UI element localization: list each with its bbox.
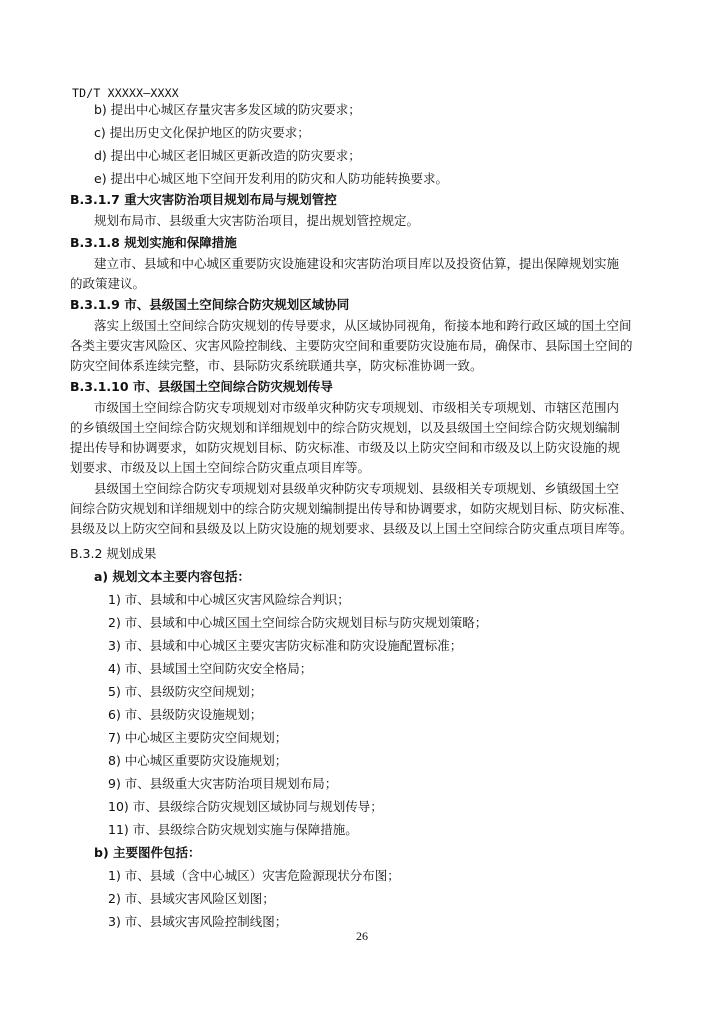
list-item: 10) 市、县级综合防灾规划区域协同与规划传导； [108,799,383,814]
list-item: 8) 中心城区重要防灾设施规划； [108,753,288,768]
section-heading-b3-2: B.3.2 规划成果 [70,546,157,561]
list-heading-a: a) 规划文本主要内容包括： [94,569,251,584]
paragraph-line: 防灾空间体系连续完整，市、县际防灾系统联通共享，防灾标准协调一致。 [70,358,483,373]
list-item: 9) 市、县级重大灾害防治项目规划布局； [108,776,338,791]
section-heading-b3-1-7: B.3.1.7 重大灾害防治项目规划布局与规划管控 [70,192,337,207]
paragraph-line: 落实上级国土空间综合防灾规划的传导要求，从区域协同视角，衔接本地和跨行政区域的国土空间 [94,318,632,333]
list-item: 2) 市、县域和中心城区国土空间综合防灾规划目标与防灾规划策略； [108,615,488,630]
list-item-e: e) 提出中心城区地下空间开发利用的防灾和人防功能转换要求。 [94,171,449,186]
list-item: 3) 市、县域和中心城区主要灾害防灾标准和防灾设施配置标准； [108,638,463,653]
section-heading-b3-1-9: B.3.1.9 市、县级国土空间综合防灾规划区域协同 [70,297,350,312]
list-item: 1) 市、县域（含中心城区）灾害危险源现状分布图； [108,868,400,883]
list-item: 1) 市、县域和中心城区灾害风险综合判识； [108,592,350,607]
paragraph-line: 规划布局市、县级重大灾害防治项目，提出规划管控规定。 [94,213,420,228]
document-code-header: TD/T XXXXX—XXXX [72,86,179,100]
list-item-b: b) 提出中心城区存量灾害多发区域的防灾要求； [94,102,361,117]
list-heading-b: b) 主要图件包括： [94,845,201,860]
paragraph-line: 划要求、市级及以上国土空间综合防灾重点项目库等。 [70,460,371,475]
paragraph-line: 县级国土空间综合防灾专项规划对县级单灾种防灾专项规划、县级相关专项规划、乡镇级国土空 [94,481,620,496]
paragraph-line: 县级及以上防灾空间和县级及以上防灾设施的规划要求、县级及以上国土空间综合防灾重点项目库等。 [70,521,633,536]
paragraph-line: 建立市、县域和中心城区重要防灾设施建设和灾害防治项目库以及投资估算，提出保障规划实施 [94,256,620,271]
paragraph-line: 各类主要灾害风险区、灾害风险控制线、主要防灾空间和重要防灾设施布局，确保市、县际国土空间的 [70,338,633,353]
list-item: 5) 市、县级防灾空间规划； [108,684,263,699]
list-item: 3) 市、县域灾害风险控制线图； [108,914,288,929]
list-item-c: c) 提出历史文化保护地区的防灾要求； [94,125,310,140]
page-number: 26 [356,929,368,943]
list-item: 11) 市、县级综合防灾规划实施与保障措施。 [108,822,358,837]
paragraph-line: 的乡镇级国土空间综合防灾规划和详细规划中的综合防灾规划，以及县级国土空间综合防灾规划编制 [70,420,621,435]
list-item-d: d) 提出中心城区老旧城区更新改造的防灾要求； [94,148,361,163]
section-heading-b3-1-8: B.3.1.8 规划实施和保障措施 [70,235,237,250]
list-item: 2) 市、县域灾害风险区划图； [108,891,275,906]
section-heading-b3-1-10: B.3.1.10 市、县级国土空间综合防灾规划传导 [70,379,333,394]
paragraph-line: 的政策建议。 [70,276,146,291]
paragraph-line: 间综合防灾规划和详细规划中的综合防灾规划编制提出传导和协调要求，如防灾规划目标、防灾标准、 [70,501,633,516]
paragraph-line: 市级国土空间综合防灾专项规划对市级单灾种防灾专项规划、市级相关专项规划、市辖区范围内 [94,400,620,415]
list-item: 7) 中心城区主要防灾空间规划； [108,730,288,745]
list-item: 6) 市、县级防灾设施规划； [108,707,263,722]
paragraph-line: 提出传导和协调要求，如防灾规划目标、防灾标准、市级及以上防灾空间和市级及以上防灾设施的规 [70,440,621,455]
list-item: 4) 市、县域国土空间防灾安全格局； [108,661,313,676]
